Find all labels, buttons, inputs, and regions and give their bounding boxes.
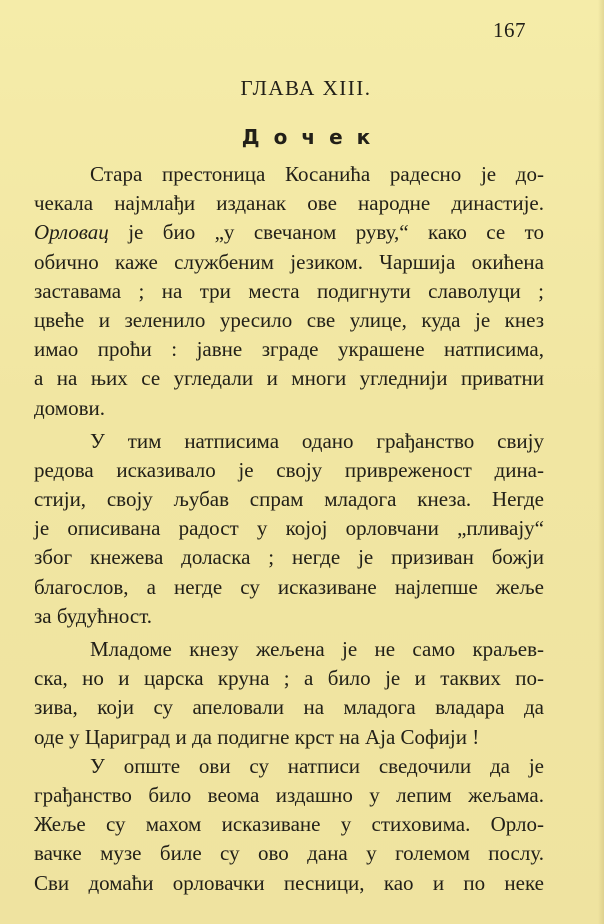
text-line: обично каже службеним језиком. Чаршија окићена bbox=[34, 249, 544, 274]
text-line: домови. bbox=[34, 395, 105, 420]
text-line: зива, који су апеловали на младога владара да bbox=[34, 695, 544, 720]
text-line: У опште ови су натписи сведочили да је bbox=[90, 753, 544, 778]
text-line: вачке музе биле су ово дана у големом послу. bbox=[34, 841, 544, 866]
text-line: Сви домаћи орловачки песници, као и по неке bbox=[34, 870, 544, 895]
body-text bbox=[34, 160, 544, 898]
text-line: ска, но и царска круна ; а било је и таквих по- bbox=[34, 666, 544, 691]
text-line: имао проћи : јавне зграде украшене натписима, bbox=[34, 337, 544, 362]
text-line: је описивана радост у којој орловчани „пливају“ bbox=[34, 516, 544, 541]
section-title: Дочек bbox=[241, 125, 385, 149]
text-line: Жеље су махом исказиване у стиховима. Орло- bbox=[34, 812, 544, 837]
page-number: 167 bbox=[493, 18, 526, 42]
paragraph bbox=[34, 752, 544, 898]
text-line: за будућност. bbox=[34, 603, 153, 628]
text-line: цвеће и зеленило уресило све улице, куда је кнез bbox=[34, 307, 544, 332]
text-line: заставама ; на три места подигнути славолуци ; bbox=[34, 278, 544, 303]
text-line bbox=[34, 218, 544, 247]
paragraph bbox=[34, 160, 544, 423]
chapter-heading: ГЛАВА XIII. bbox=[240, 76, 372, 100]
text-line: стији, своју љубав спрам младога кнеза. Негде bbox=[34, 487, 544, 512]
text-span: је био „у свечаном руву,“ како се то bbox=[108, 220, 544, 245]
text-line: Младоме кнезу жељена је не само краљев- bbox=[90, 637, 544, 661]
text-line: због кнежева доласка ; негде је призиван божји bbox=[34, 545, 544, 570]
italic-word: Орловац bbox=[34, 220, 109, 245]
text-line: оде у Цариград и да подигне крст на Аја Софији ! bbox=[34, 724, 480, 749]
text-line: а на њих се угледали и многи угледнији приватни bbox=[34, 366, 544, 391]
text-line: грађанство било веома издашно у лепим жељама. bbox=[34, 782, 544, 807]
text-line: благослов, а негде су исказиване најлепше жеље bbox=[34, 574, 544, 599]
paragraph bbox=[34, 427, 544, 631]
text-line: чекала најмлађи изданак ове народне династије. bbox=[34, 191, 544, 216]
paragraph bbox=[34, 635, 544, 752]
text-line: У тим натписима одано грађанство свију bbox=[90, 428, 544, 453]
text-line: редова исказивало је своју привреженост дина- bbox=[34, 457, 544, 482]
text-line: Стара престоница Косанића радесно је до- bbox=[90, 162, 544, 186]
